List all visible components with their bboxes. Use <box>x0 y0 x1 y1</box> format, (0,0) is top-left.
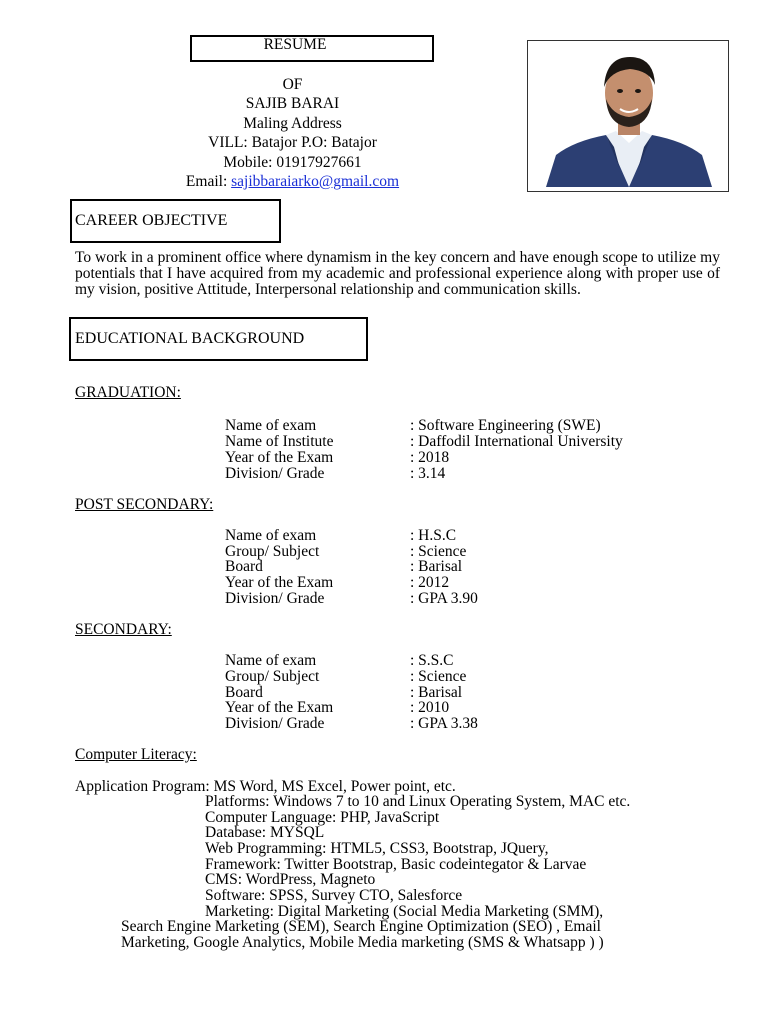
computer-line: Search Engine Marketing (SEM), Search Engine Optimization (SEO) , Email <box>121 918 601 935</box>
secondary-value: : 2010 <box>410 699 450 716</box>
graduation-label: Name of Institute <box>225 433 334 450</box>
header-of: OF <box>282 76 303 93</box>
computer-literacy-title: Computer Literacy: <box>75 746 197 763</box>
computer-line: Application Program: MS Word, MS Excel, Power point, etc. <box>75 778 456 795</box>
post-secondary-label: Group/ Subject <box>225 543 320 560</box>
computer-line: Marketing, Google Analytics, Mobile Media marketing (SMS & Whatsapp ) ) <box>121 934 604 951</box>
secondary-value: : S.S.C <box>410 652 454 669</box>
computer-line: Framework: Twitter Bootstrap, Basic codeintegator & Larvae <box>205 856 587 873</box>
post-secondary-label: Name of exam <box>225 527 317 544</box>
secondary-value: : GPA 3.38 <box>410 715 478 732</box>
secondary-label: Division/ Grade <box>225 715 325 732</box>
graduation-label: Name of exam <box>225 417 317 434</box>
graduation-value: : 2018 <box>410 449 450 466</box>
post-secondary-label: Year of the Exam <box>225 574 334 591</box>
post-secondary-value: : GPA 3.90 <box>410 590 478 607</box>
post-secondary-value: : Science <box>410 543 467 560</box>
post-secondary-title: POST SECONDARY: <box>75 496 214 513</box>
computer-line: Software: SPSS, Survey CTO, Salesforce <box>205 887 463 904</box>
post-secondary-label: Board <box>225 558 263 575</box>
person-portrait-icon <box>534 47 724 187</box>
applicant-name: SAJIB BARAI <box>245 95 340 112</box>
mobile: Mobile: 01917927661 <box>223 154 362 171</box>
post-secondary-value: : 2012 <box>410 574 450 591</box>
graduation-title: GRADUATION: <box>75 384 181 401</box>
graduation-value: : 3.14 <box>410 465 446 482</box>
secondary-label: Year of the Exam <box>225 699 334 716</box>
graduation-value: : Daffodil International University <box>410 433 623 450</box>
secondary-title: SECONDARY: <box>75 621 172 638</box>
email-line <box>150 174 435 190</box>
computer-line: Marketing: Digital Marketing (Social Media Marketing (SMM), <box>205 903 604 920</box>
profile-photo <box>527 40 729 192</box>
computer-line: CMS: WordPress, Magneto <box>205 871 376 888</box>
graduation-value: : Software Engineering (SWE) <box>410 417 601 434</box>
career-objective-text: To work in a prominent office where dynamism in the key concern and have enough scope to utilize my potentials that I have acquired from my academic and professional experience along with proper use of my vision, positive Attitude, Interpersonal relationship and communication skills. <box>75 249 720 298</box>
address: VILL: Batajor P.O: Batajor <box>208 134 377 151</box>
graduation-label: Year of the Exam <box>225 449 334 466</box>
address-label: Maling Address <box>243 115 342 132</box>
secondary-label: Board <box>225 684 263 701</box>
post-secondary-value: : H.S.C <box>410 527 457 544</box>
secondary-value: : Barisal <box>410 684 463 701</box>
resume-title: RESUME <box>263 36 327 53</box>
email-link[interactable]: sajibbaraiarko@gmail.com <box>231 173 400 190</box>
post-secondary-label: Division/ Grade <box>225 590 325 607</box>
post-secondary-value: : Barisal <box>410 558 463 575</box>
secondary-label: Group/ Subject <box>225 668 320 685</box>
email-label: Email: <box>185 173 232 190</box>
secondary-value: : Science <box>410 668 467 685</box>
computer-line: Computer Language: PHP, JavaScript <box>205 809 440 826</box>
graduation-label: Division/ Grade <box>225 465 325 482</box>
computer-line: Platforms: Windows 7 to 10 and Linux Operating System, MAC etc. <box>205 793 631 810</box>
secondary-label: Name of exam <box>225 652 317 669</box>
computer-line: Web Programming: HTML5, CSS3, Bootstrap, JQuery, <box>205 840 549 857</box>
computer-line: Database: MYSQL <box>205 824 325 841</box>
career-objective-heading: CAREER OBJECTIVE <box>75 212 228 229</box>
education-heading: EDUCATIONAL BACKGROUND <box>75 330 305 347</box>
